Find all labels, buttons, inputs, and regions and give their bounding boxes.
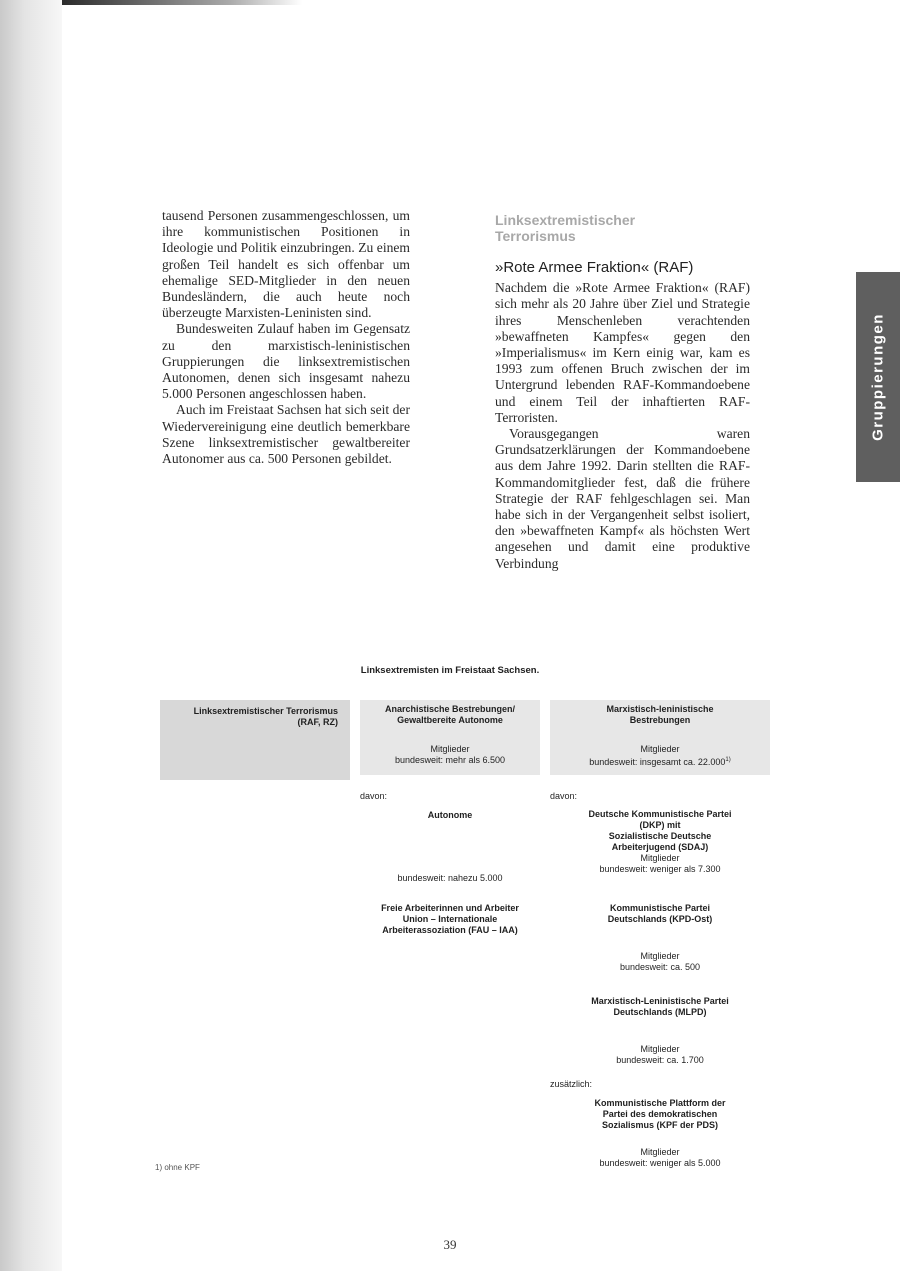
box-anarchist-line-1: Anarchistische Bestrebungen/ bbox=[384, 704, 516, 714]
box-marxist-line-1: Marxistisch-leninistische bbox=[606, 704, 714, 714]
mlpd-line-2: Deutschlands (MLPD) bbox=[613, 1007, 707, 1017]
kpf-line-3: Sozialismus (KPF der PDS) bbox=[601, 1120, 719, 1130]
chart-title: Linksextremisten im Freistaat Sachsen. bbox=[360, 665, 540, 676]
dkp-members-value: bundesweit: weniger als 7.300 bbox=[599, 864, 721, 874]
box-anarchist-title bbox=[360, 704, 540, 726]
kpd-members-value: bundesweit: ca. 500 bbox=[619, 962, 701, 972]
right-paragraph-1: Nachdem die »Rote Armee Fraktion« (RAF) sich mehr als 20 Jahre über Ziel und Strategie ihres Menschenleben verachtenden »bewaffneten Kampfes« gegen den »Imperialismus« im Kern einig war, kam es 1993 zum offenen Bruch zwischen der im Untergrund lebenden RAF-Kommandoebene und einem Teil der inhaftierten RAF-Terroristen. bbox=[495, 280, 750, 425]
kpf-line-1: Kommunistische Plattform der bbox=[594, 1098, 726, 1108]
page-edge-shadow bbox=[0, 0, 62, 1271]
kpf-members-value: bundesweit: weniger als 5.000 bbox=[599, 1158, 721, 1168]
autonome-name: Autonome bbox=[427, 810, 473, 820]
page-number: 39 bbox=[443, 1237, 457, 1252]
mlpd-members-value: bundesweit: ca. 1.700 bbox=[616, 1055, 704, 1065]
box-terrorism bbox=[160, 700, 350, 780]
box-anarchist-line-2: Gewaltbereite Autonome bbox=[397, 715, 503, 725]
kpf-line-2: Partei des demokratischen bbox=[602, 1109, 718, 1119]
fau-line-1: Freie Arbeiterinnen und Arbeiter bbox=[381, 903, 519, 913]
dkp-line-1: Deutsche Kommunistische Partei bbox=[588, 809, 732, 819]
box-anarchist bbox=[360, 700, 540, 775]
section-side-tab bbox=[856, 272, 900, 482]
autonome-members: bundesweit: nahezu 5.000 bbox=[397, 873, 503, 883]
kpd-line-1: Kommunistische Partei bbox=[609, 903, 711, 913]
footnote: 1) ohne KPF bbox=[155, 1163, 200, 1172]
box-marxist-members-label: Mitglieder bbox=[640, 744, 680, 754]
box-terrorism-line-1: Linksextremistischer Terrorismus bbox=[193, 706, 338, 716]
dkp-block bbox=[545, 809, 775, 875]
left-text-column bbox=[162, 208, 410, 467]
box-marxist-line-2: Bestrebungen bbox=[629, 715, 691, 725]
box-anarchist-members-label: Mitglieder bbox=[430, 744, 470, 754]
left-paragraph-3: Auch im Freistaat Sachsen hat sich seit der Wiedervereinigung eine deutlich bemerkbare Szene linksextremistischer gewaltbereiter Autonomer aus ca. 500 Personen gebildet. bbox=[162, 402, 410, 467]
kpd-members-label: Mitglieder bbox=[640, 951, 680, 961]
kpd-line-2: Deutschlands (KPD-Ost) bbox=[607, 914, 713, 924]
right-text-column bbox=[495, 212, 750, 572]
fau-line-3: Arbeiterassoziation (FAU – IAA) bbox=[382, 925, 518, 935]
dkp-line-3: Sozialistische Deutsche bbox=[608, 831, 712, 841]
box-anarchist-members-value: bundesweit: mehr als 6.500 bbox=[394, 755, 506, 765]
mlpd-line-1: Marxistisch-Leninistische Partei bbox=[591, 996, 729, 1006]
kpd-block bbox=[545, 903, 775, 973]
mlpd-members-label: Mitglieder bbox=[640, 1044, 680, 1054]
side-tab-label: Gruppierungen bbox=[869, 313, 887, 441]
section-heading bbox=[495, 212, 750, 244]
box-terrorism-title bbox=[160, 706, 338, 728]
dkp-line-2: (DKP) mit bbox=[639, 820, 681, 830]
zusaetzlich-label: zusätzlich: bbox=[550, 1079, 593, 1089]
left-paragraph-2: Bundesweiten Zulauf haben im Gegensatz zu den marxistisch-leninistischen Gruppierungen die linksextremistischen Autonomen, denen sich insgesamt nahezu 5.000 Personen angeschlossen haben. bbox=[162, 321, 410, 402]
box-terrorism-line-2: (RAF, RZ) bbox=[297, 717, 338, 727]
mlpd-block bbox=[545, 996, 775, 1066]
dkp-line-4: Arbeiterjugend (SDAJ) bbox=[611, 842, 709, 852]
left-paragraph-1: tausend Personen zusammengeschlossen, um ihre kommunistischen Positionen in Ideologie und Politik einzubringen. Zu einem großen Teil handelt es sich offenbar um ehemalige SED-Mitglieder in den neuen Bundesländern, die auch heute noch überzeugte Marxisten-Leninisten sind. bbox=[162, 208, 410, 321]
kpf-block bbox=[545, 1098, 775, 1169]
box-marxist-members-value bbox=[550, 755, 770, 768]
kpf-members-label: Mitglieder bbox=[640, 1147, 680, 1157]
page-edge-top-mark bbox=[62, 0, 302, 5]
section-heading-line-2: Terrorismus bbox=[495, 228, 576, 244]
marx-davon-label: davon: bbox=[550, 791, 578, 801]
section-heading-line-1: Linksextremistischer bbox=[495, 212, 636, 228]
fau-name bbox=[350, 903, 550, 936]
box-marxist-title bbox=[550, 704, 770, 726]
box-marxist-members-number: bundesweit: insgesamt ca. 22.000 bbox=[589, 757, 726, 767]
raf-subheading: »Rote Armee Fraktion« (RAF) bbox=[495, 259, 694, 276]
fau-line-2: Union – Internationale bbox=[402, 914, 498, 924]
box-marxist-footnote-mark: 1) bbox=[725, 757, 731, 763]
box-marxist bbox=[550, 700, 770, 775]
dkp-members-label: Mitglieder bbox=[640, 853, 680, 863]
anarch-davon-label: davon: bbox=[360, 791, 388, 801]
right-paragraph-2: Vorausgegangen waren Grundsatzerklärungen der Kommandoebene aus dem Jahre 1992. Darin stellten die RAF-Kommandomitglieder fest, daß die frühere Strategie der RAF fehlgeschlagen sei. Man habe sich in der Vergangenheit selbst isoliert, den »bewaffneten Kampf« als höchsten Wert angesehen und damit eine produktive Verbindung bbox=[495, 426, 750, 571]
